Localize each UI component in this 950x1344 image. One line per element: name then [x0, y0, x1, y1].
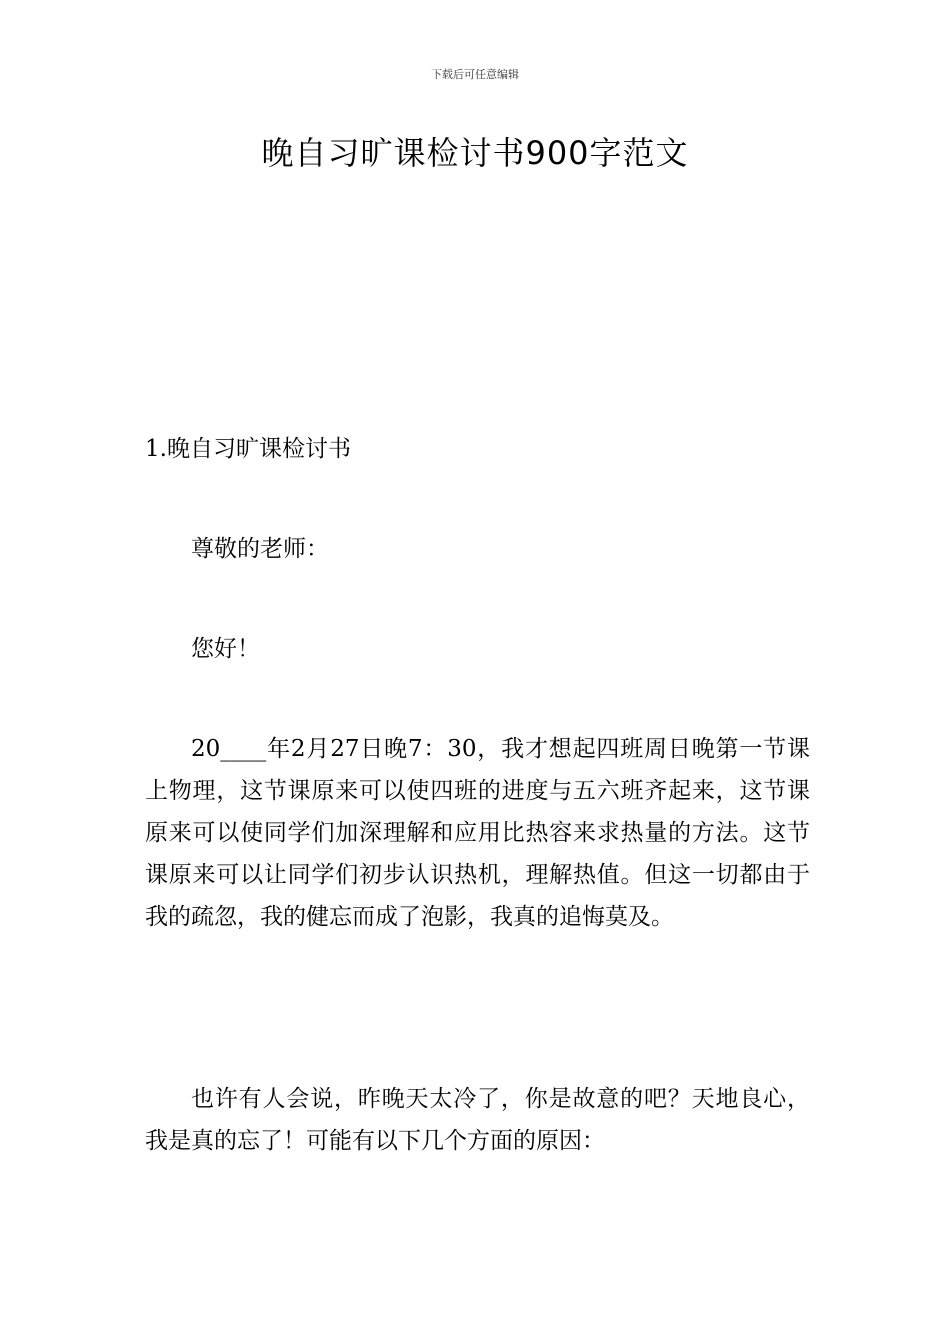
greeting: 您好！: [191, 636, 260, 662]
paragraph: 20____年2月27日晚7：30，我才想起四班周日晚第一节课上物理，这节课原来可以使四班的进度与五六班齐起来，这节课原来可以使同学们加深理解和应用比热容来求热量的方法。这节课原来可以让同学们初步认识热机，理解热值。但这一切都由于我的疏忽，我的健忘而成了泡影，我真的追悔莫及。: [145, 736, 810, 930]
download-note: 下载后可任意编辑: [431, 68, 519, 81]
document-title: 晚自习旷课检讨书900字范文: [261, 134, 689, 172]
section-heading: 1.晚自习旷课检讨书: [145, 436, 351, 462]
salutation: 尊敬的老师：: [191, 536, 329, 562]
paragraph: 也许有人会说，昨晚天太冷了，你是故意的吧？天地良心，我是真的忘了！可能有以下几个方面的原因：: [145, 1086, 810, 1154]
